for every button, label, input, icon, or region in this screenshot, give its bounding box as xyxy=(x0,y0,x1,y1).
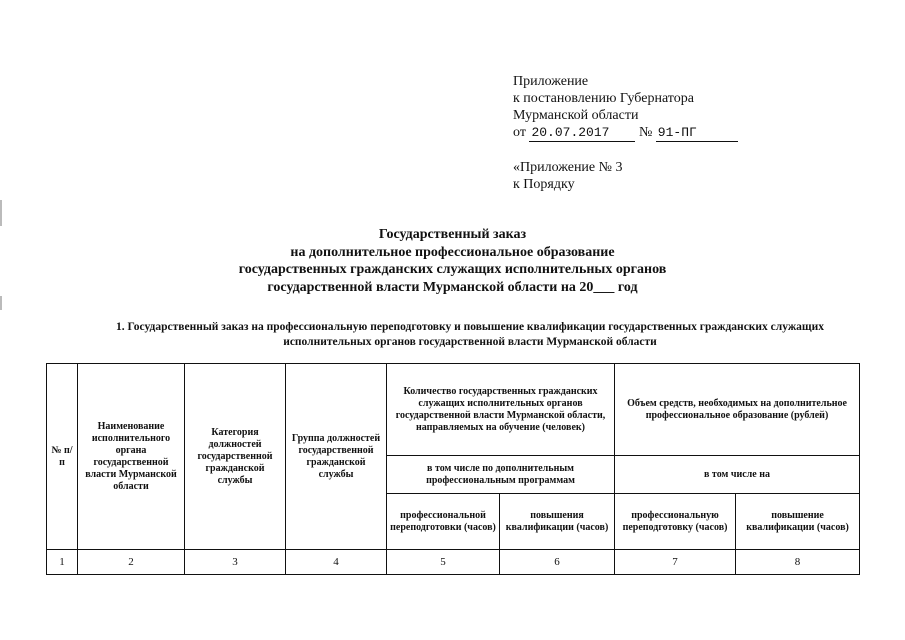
header-c8: повышение квалификации (часов) xyxy=(736,494,860,550)
order-table xyxy=(46,363,860,575)
title-line: на дополнительное профессиональное образование xyxy=(290,244,615,260)
scan-edge-mark xyxy=(0,296,2,310)
appendix-line: Приложение xyxy=(513,74,589,89)
title-line: государственной власти Мурманской области на 20___ год xyxy=(267,279,638,295)
header-organ: Наименование исполнительного органа государственной власти Мурманской области xyxy=(78,364,185,550)
header-c5: профессиональной переподготовки (часов) xyxy=(387,494,500,550)
column-number-row xyxy=(47,550,860,575)
column-number: 4 xyxy=(286,550,387,575)
section-line: 1. Государственный заказ на профессиональную переподготовку и повышение квалификации государственных гражданских служащих xyxy=(116,321,824,333)
appendix-header xyxy=(513,73,738,193)
appendix-line: к Порядку xyxy=(513,177,575,192)
column-number: 6 xyxy=(500,550,615,575)
section-title xyxy=(40,320,900,350)
column-number: 1 xyxy=(47,550,78,575)
appendix-line: Мурманской области xyxy=(513,108,639,123)
appendix-line: к постановлению Губернатора xyxy=(513,91,694,106)
header-num: № п/п xyxy=(47,364,78,550)
title-line: Государственный заказ xyxy=(378,227,527,242)
number-label: № xyxy=(638,125,653,140)
decree-number: 91-ПГ xyxy=(656,124,738,142)
subheader-count: в том числе по дополнительным профессиональным программам xyxy=(387,456,615,494)
title-line: государственных гражданских служащих исполнительных органов xyxy=(238,262,667,277)
column-number: 2 xyxy=(78,550,185,575)
section-line: исполнительных органов государственной власти Мурманской области xyxy=(283,336,657,348)
scan-edge-mark xyxy=(0,200,2,226)
appendix-date-line xyxy=(513,124,738,142)
column-number: 8 xyxy=(736,550,860,575)
header-funds: Объем средств, необходимых на дополнительное профессиональное образование (рублей) xyxy=(615,364,860,456)
header-c6: повышения квалификации (часов) xyxy=(500,494,615,550)
from-label: от xyxy=(513,125,526,140)
column-number: 7 xyxy=(615,550,736,575)
header-count: Количество государственных гражданских служащих исполнительных органов государственной власти Мурманской области, направляемых на обучение (человек) xyxy=(387,364,615,456)
column-number: 5 xyxy=(387,550,500,575)
header-category: Категория должностей государственной гражданской службы xyxy=(185,364,286,550)
header-c7: профессиональную переподготовку (часов) xyxy=(615,494,736,550)
appendix-line: «Приложение № 3 xyxy=(513,160,623,175)
decree-date: 20.07.2017 xyxy=(529,124,635,142)
column-number: 3 xyxy=(185,550,286,575)
header-group: Группа должностей государственной гражданской службы xyxy=(286,364,387,550)
document-title xyxy=(0,226,905,296)
subheader-funds: в том числе на xyxy=(615,456,860,494)
